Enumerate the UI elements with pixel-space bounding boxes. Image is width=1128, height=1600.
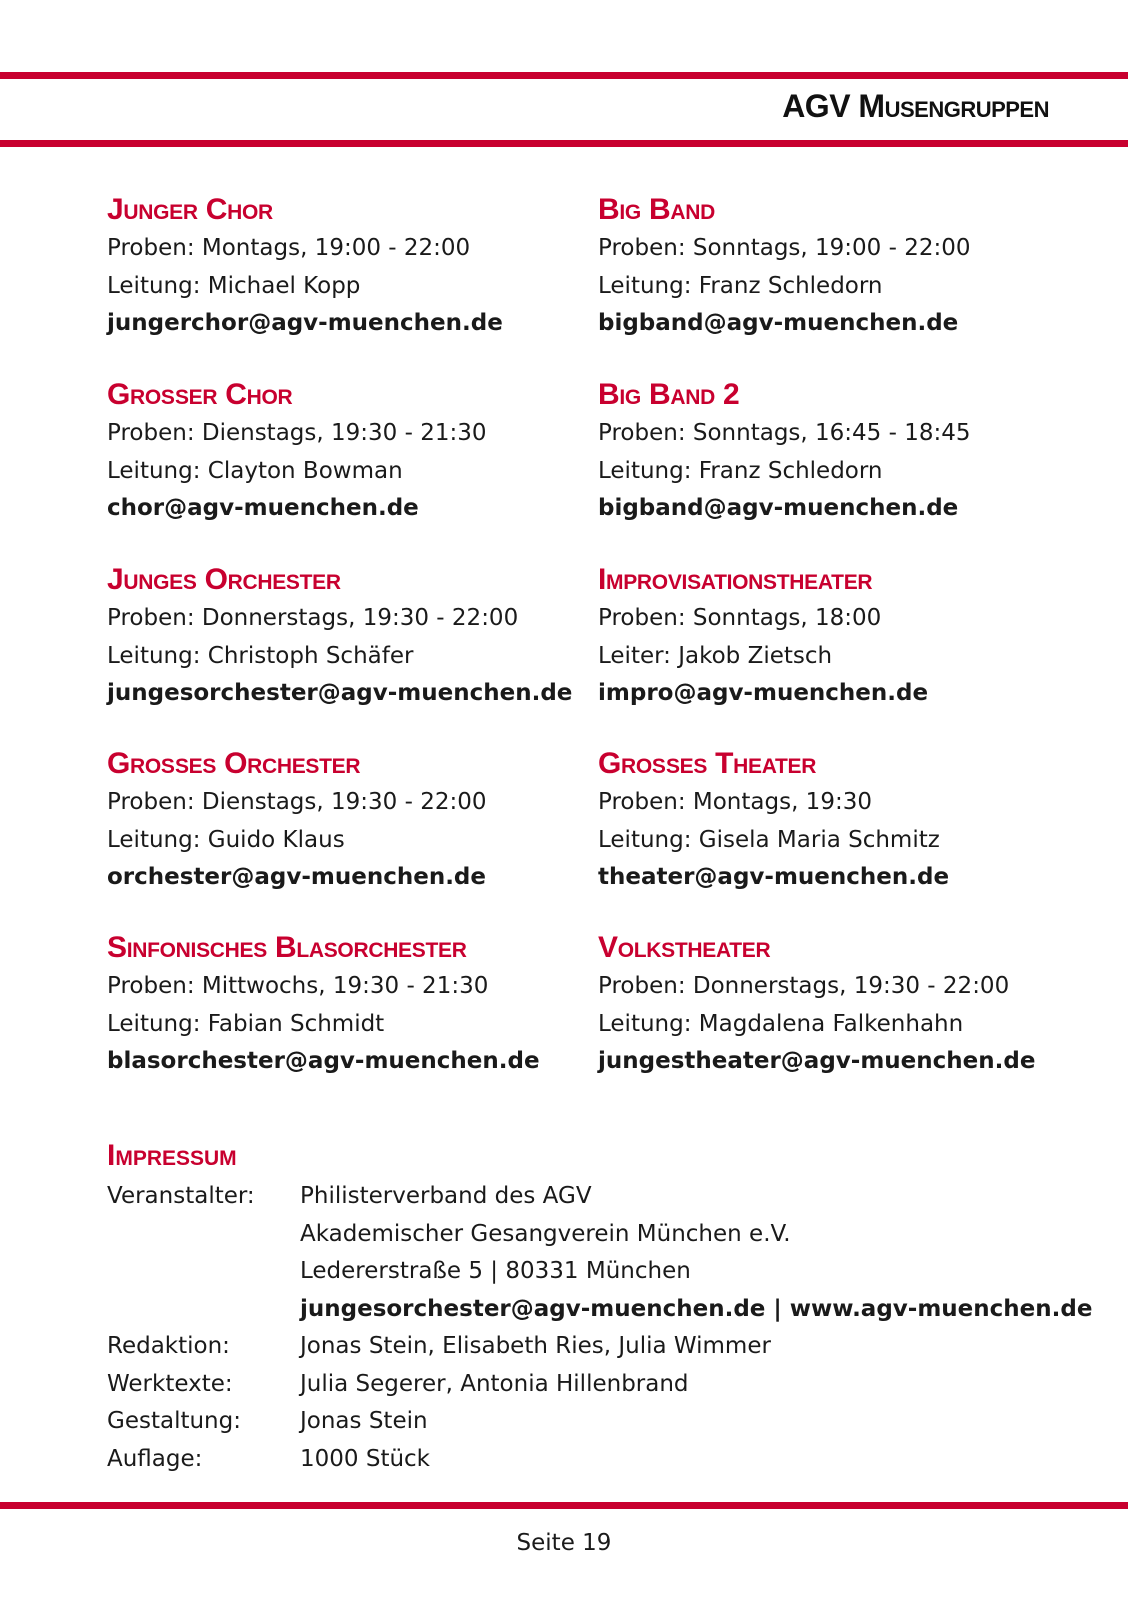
group-proben: Proben: Donnerstags, 19:30 - 22:00	[598, 973, 1010, 999]
impressum-label	[107, 1253, 300, 1291]
group-grosser-chor	[107, 377, 577, 528]
impressum-label	[107, 1216, 300, 1254]
group-big-band-2	[598, 377, 1068, 528]
group-grosses-theater	[598, 746, 1068, 897]
impressum-value: Ledererstraße 5 | 80331 München	[300, 1258, 691, 1284]
group-leitung: Leitung: Magdalena Falkenhahn	[598, 1010, 964, 1037]
group-leitung: Leitung: Guido Klaus	[107, 826, 345, 853]
group-email[interactable]: theater@agv-muenchen.de	[598, 864, 950, 890]
impressum-label: Redaktion:	[107, 1333, 230, 1359]
group-proben: Proben: Dienstags, 19:30 - 22:00	[107, 789, 487, 815]
group-leitung: Leiter: Jakob Zietsch	[598, 642, 833, 669]
group-leitung: Leitung: Michael Kopp	[107, 272, 361, 299]
impressum-value: 1000 Stück	[300, 1445, 431, 1472]
group-leitung: Leitung: Gisela Maria Schmitz	[598, 826, 940, 853]
page-number: Seite 19	[516, 1530, 612, 1556]
impressum-row	[107, 1328, 1092, 1366]
impressum-row	[107, 1291, 1092, 1329]
group-title: Big Band	[598, 193, 715, 226]
group-proben: Proben: Mittwochs, 19:30 - 21:30	[107, 973, 489, 999]
group-title: Sinfonisches Blasorchester	[107, 931, 467, 964]
impressum-label: Werktexte:	[107, 1370, 233, 1397]
group-title: Volkstheater	[598, 931, 771, 964]
group-proben: Proben: Sonntags, 18:00	[598, 605, 882, 631]
group-proben: Proben: Sonntags, 19:00 - 22:00	[598, 235, 971, 261]
impressum-row	[107, 1178, 1092, 1216]
group-leitung: Leitung: Christoph Schäfer	[107, 642, 414, 669]
group-title: Großes Theater	[598, 747, 817, 780]
group-title: Großes Orchester	[107, 747, 361, 780]
group-volkstheater	[598, 930, 1068, 1081]
group-title: Junger Chor	[107, 193, 273, 226]
impressum-label	[107, 1291, 300, 1329]
group-improvisationstheater	[598, 562, 1068, 713]
impressum-title: Impressum	[107, 1139, 237, 1172]
group-leitung: Leitung: Fabian Schmidt	[107, 1010, 385, 1037]
group-grosses-orchester	[107, 746, 577, 897]
group-proben: Proben: Montags, 19:00 - 22:00	[107, 235, 471, 261]
impressum-value: Philisterverband des AGV	[300, 1183, 592, 1209]
group-proben: Proben: Montags, 19:30	[598, 789, 872, 815]
group-proben: Proben: Dienstags, 19:30 - 21:30	[107, 420, 487, 446]
group-proben: Proben: Sonntags, 16:45 - 18:45	[598, 420, 971, 446]
impressum-value: Jonas Stein, Elisabeth Ries, Julia Wimmer	[300, 1333, 771, 1359]
impressum-label: Veranstalter:	[107, 1183, 255, 1209]
impressum-row	[107, 1216, 1092, 1254]
group-title: Großer Chor	[107, 378, 293, 411]
impressum-label: Gestaltung:	[107, 1408, 241, 1434]
group-leitung: Leitung: Franz Schledorn	[598, 272, 883, 299]
group-email[interactable]: bigband@agv-muenchen.de	[598, 495, 959, 521]
group-email[interactable]: orchester@agv-muenchen.de	[107, 864, 486, 890]
impressum-value: Jonas Stein	[300, 1408, 428, 1434]
impressum-value: Julia Segerer, Antonia Hillenbrand	[300, 1370, 689, 1397]
group-email[interactable]: impro@agv-muenchen.de	[598, 680, 929, 706]
group-email[interactable]: jungesorchester@agv-muenchen.de	[107, 680, 573, 706]
group-email[interactable]: bigband@agv-muenchen.de	[598, 310, 959, 336]
header-bottom-rule	[0, 140, 1128, 147]
group-title: Big Band 2	[598, 378, 740, 411]
group-junger-chor	[107, 192, 577, 343]
group-proben: Proben: Donnerstags, 19:30 - 22:00	[107, 605, 519, 631]
group-email[interactable]: chor@agv-muenchen.de	[107, 495, 419, 521]
group-email[interactable]: jungestheater@agv-muenchen.de	[598, 1048, 1036, 1074]
impressum-row	[107, 1441, 1092, 1479]
group-junges-orchester	[107, 562, 577, 713]
group-leitung: Leitung: Franz Schledorn	[598, 457, 883, 484]
header-top-rule	[0, 72, 1128, 79]
impressum-table	[107, 1178, 1092, 1478]
footer-rule	[0, 1502, 1128, 1509]
impressum-contact-links[interactable]: jungesorchester@agv-muenchen.de | www.agv-muenchen.de	[300, 1295, 1093, 1322]
group-title: Junges Orchester	[107, 563, 341, 596]
group-big-band	[598, 192, 1068, 343]
group-title: Improvisationstheater	[598, 563, 873, 596]
group-sinfonisches-blasorchester	[107, 930, 577, 1081]
impressum-row	[107, 1366, 1092, 1404]
impressum-label: Auflage:	[107, 1445, 203, 1472]
page-title: AGV Musengruppen	[782, 88, 1049, 124]
group-leitung: Leitung: Clayton Bowman	[107, 457, 403, 484]
impressum-row	[107, 1253, 1092, 1291]
impressum-row	[107, 1403, 1092, 1441]
group-email[interactable]: blasorchester@agv-muenchen.de	[107, 1048, 540, 1074]
impressum-value: Akademischer Gesangverein München e.V.	[300, 1220, 791, 1247]
group-email[interactable]: jungerchor@agv-muenchen.de	[107, 310, 503, 336]
